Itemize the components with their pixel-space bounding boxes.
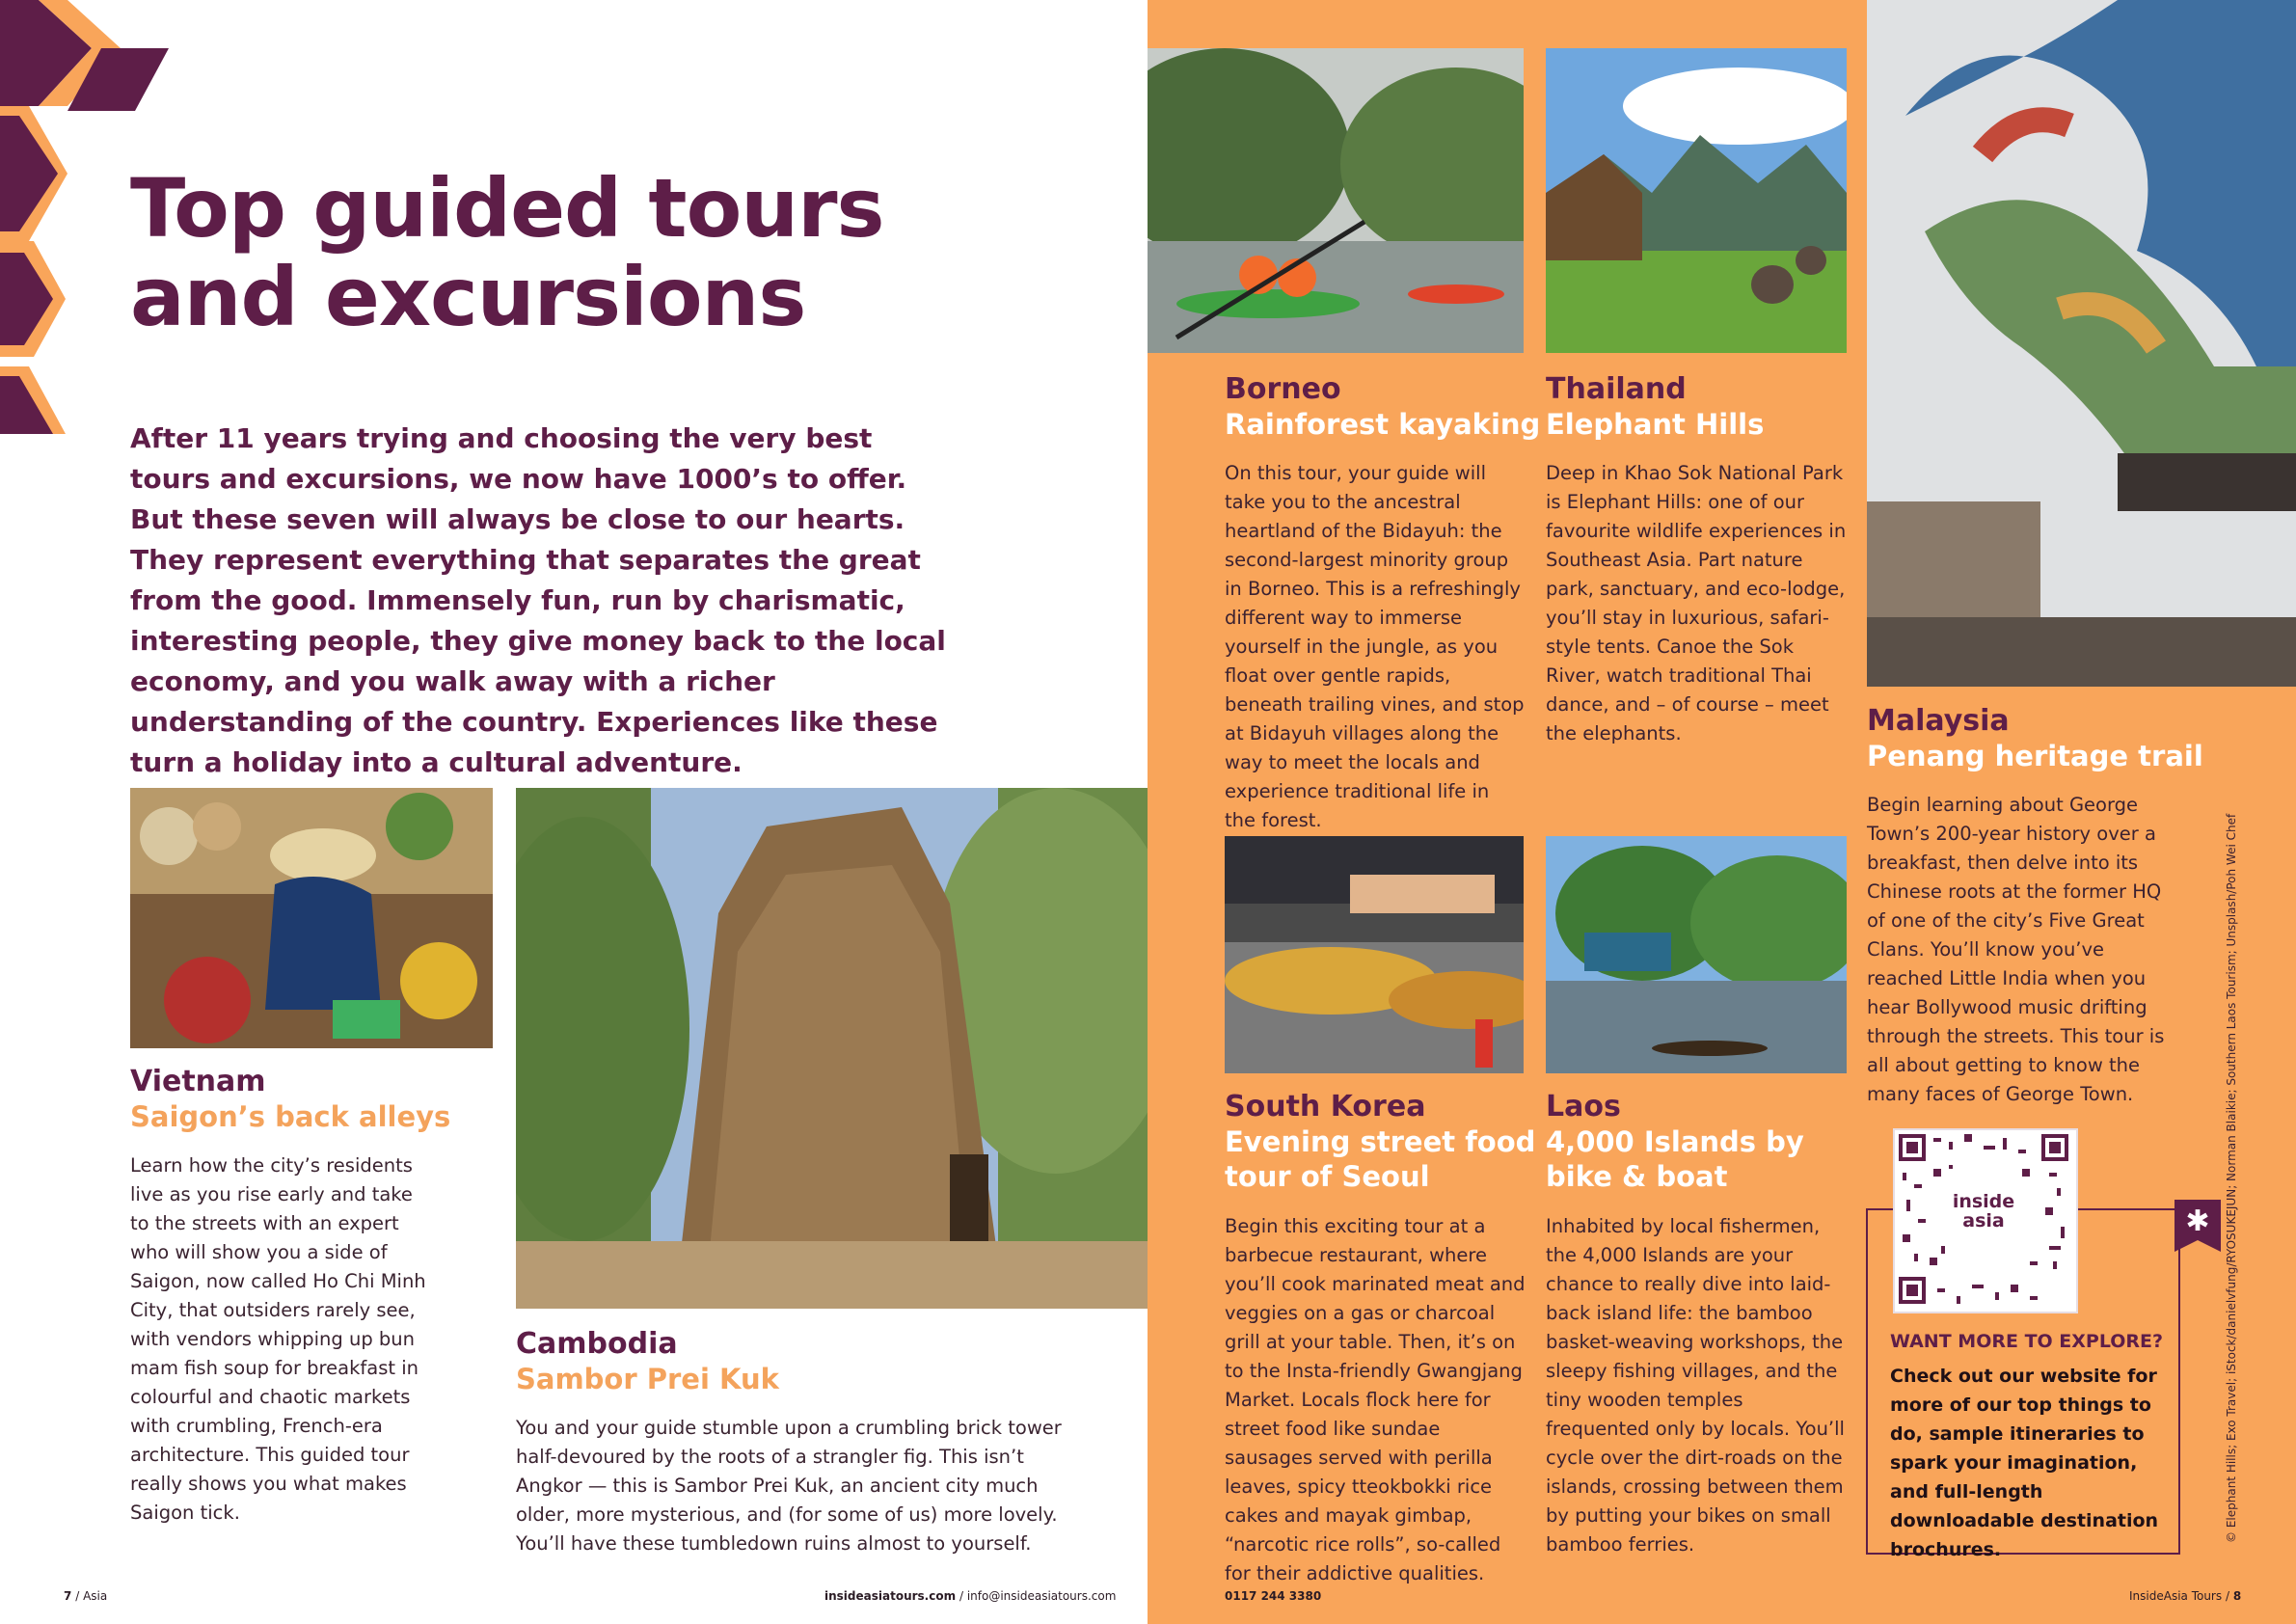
laos-country: Laos [1546,1090,1621,1123]
qr-logo-line-1: inside [1952,1191,2015,1212]
star-badge-icon [2174,1200,2221,1252]
borneo-tour-title: Rainforest kayaking [1225,408,1541,441]
borneo-country: Borneo [1225,372,1341,406]
headline-line-2: and excursions [130,250,806,344]
malaysia-penang-photo [1867,0,2296,687]
vietnam-tour-title: Saigon’s back alleys [130,1100,451,1133]
qr-logo [1949,1192,2018,1231]
borneo-body: On this tour, your guide will take you to the ancestral heartland of the Bidayuh: the second-largest minority group in Borneo. This is a refreshingly different way to immerse yourself in the jungle, as you float over gentle rapids, beneath trailing vines, and stop at Bidayuh villages along the way to meet the locals and experience traditional life in the forest. [1225,462,1525,831]
south-korea-tour-title [1225,1124,1535,1194]
left-section-name: Asia [83,1589,108,1603]
svg-text:✱: ✱ [2185,1204,2210,1238]
cambodia-tour-title: Sambor Prei Kuk [516,1363,779,1395]
south-korea-title-line-1: Evening street food [1225,1125,1536,1158]
cambodia-temple-photo [516,788,1148,1309]
malaysia-body: Begin learning about George Town’s 200-year history over a breakfast, then delve into its Chinese roots at the former HQ of one of the city’s Five Great Clans. You’ll know you’ve reached Little India when you hear Bollywood music drifting through the streets. This tour is all about getting to know the many faces of George Town. [1867,794,2165,1105]
vietnam-country: Vietnam [130,1065,266,1098]
south-korea-country: South Korea [1225,1090,1426,1123]
left-footer-separator: / [75,1589,80,1603]
headline-line-1: Top guided tours [130,161,884,256]
vietnam-body: Learn how the city’s residents live as you rise early and take to the streets with an expert who will show you a side of Saigon, now called Ho Chi Minh City, that outsiders rarely see, with vendors whipping up bun mam fish soup for breakfast in colourful and chaotic markets with crumbling, French-era architecture. This guided tour really shows you what makes Saigon tick. [130,1154,426,1524]
center-footer-separator: / [959,1589,963,1603]
intro-paragraph: After 11 years trying and choosing the very best tours and excursions, we now have 1000’s to offer. But these seven will always be close to our hearts. They represent everything that separates the great from the good. Immensely fun, run by charismatic, interesting people, they give money back to the local economy, and you walk away with a richer understanding of the country. Experiences like these turn a holiday into a cultural adventure. [130,422,946,778]
right-footer [2129,1588,2241,1604]
footer-email-link[interactable]: info@insideasiatours.com [966,1589,1117,1603]
left-page-number: 7 [64,1589,72,1603]
south-korea-body: Begin this exciting tour at a barbecue restaurant, where you’ll cook marinated meat and veggies on a gas or charcoal grill at your table. Then, it’s on to the Insta-friendly Gwangjang Market. Locals flock here for street food like sundae sausages served with perilla leaves, spicy tteokbokki rice cakes and mayak gimbap, “narcotic rice rolls”, so-called for their addictive qualities. [1225,1215,1526,1584]
south-korea-title-line-2: tour of Seoul [1225,1160,1430,1193]
qr-code[interactable] [1893,1128,2078,1313]
right-footer-separator: / [2225,1589,2229,1603]
thailand-body: Deep in Khao Sok National Park is Elephant Hills: one of our favourite wildlife experiences in Southeast Asia. Part nature park, sanctuary, and eco-lodge, you’ll stay in luxurious, safari-style tents. Canoe the Sok River, watch traditional Thai dance, and – of course – meet the elephants. [1546,462,1847,744]
borneo-kayaking-photo [1148,48,1524,353]
south-korea-street-food-photo [1225,836,1524,1073]
thailand-country: Thailand [1546,372,1687,406]
page-headline [130,161,998,344]
promo-heading: WANT MORE TO EXPLORE? [1890,1331,2164,1352]
cambodia-body: You and your guide stumble upon a crumbling brick tower half-devoured by the roots of a strangler fig. This isn’t Angkor — this is Sambor Prei Kuk, an ancient city much older, more mysterious, and (for some of us) more lovely. You’ll have these tumbledown ruins almost to yourself. [516,1417,1062,1555]
laos-title-line-1: 4,000 Islands by [1546,1125,1804,1158]
malaysia-tour-title: Penang heritage trail [1867,740,2203,772]
promo-text: Check out our website for more of our top things to do, sample itineraries to spark your imagination, and full-length downloadable destination brochures. [1890,1366,2159,1560]
vietnam-market-photo [130,788,493,1048]
laos-body: Inhabited by local fishermen, the 4,000 Islands are your chance to really dive into laid-back island life: the bamboo basket-weaving workshops, the sleepy fishing villages, and the tiny wooden temples frequented only by locals. You’ll cycle over the dirt-roads on the islands, crossing between them by putting your bikes on small bamboo ferries. [1546,1215,1845,1556]
center-footer [824,1588,1116,1604]
laos-islands-photo [1546,836,1847,1073]
photo-credit: © Elephant Hills; Exo Travel; iStock/danielvfung/RYOSUKEJUN; Norman Blaikie; Southern Laos Tourism; Unsplash/Poh Wei Chef [2225,813,2238,1543]
left-footer [64,1588,107,1604]
cambodia-country: Cambodia [516,1327,678,1361]
thailand-elephant-photo [1546,48,1847,353]
thailand-tour-title: Elephant Hills [1546,408,1765,441]
footer-phone-number: 0117 244 3380 [1225,1589,1322,1603]
footer-website-link[interactable]: insideasiatours.com [824,1589,957,1603]
malaysia-country: Malaysia [1867,704,2010,738]
laos-title-line-2: bike & boat [1546,1160,1728,1193]
footer-phone [1225,1588,1321,1604]
qr-logo-line-2: asia [1962,1210,2005,1232]
right-page-number: 8 [2232,1589,2242,1603]
right-footer-brand: InsideAsia Tours [2129,1589,2223,1603]
laos-tour-title [1546,1124,1804,1194]
